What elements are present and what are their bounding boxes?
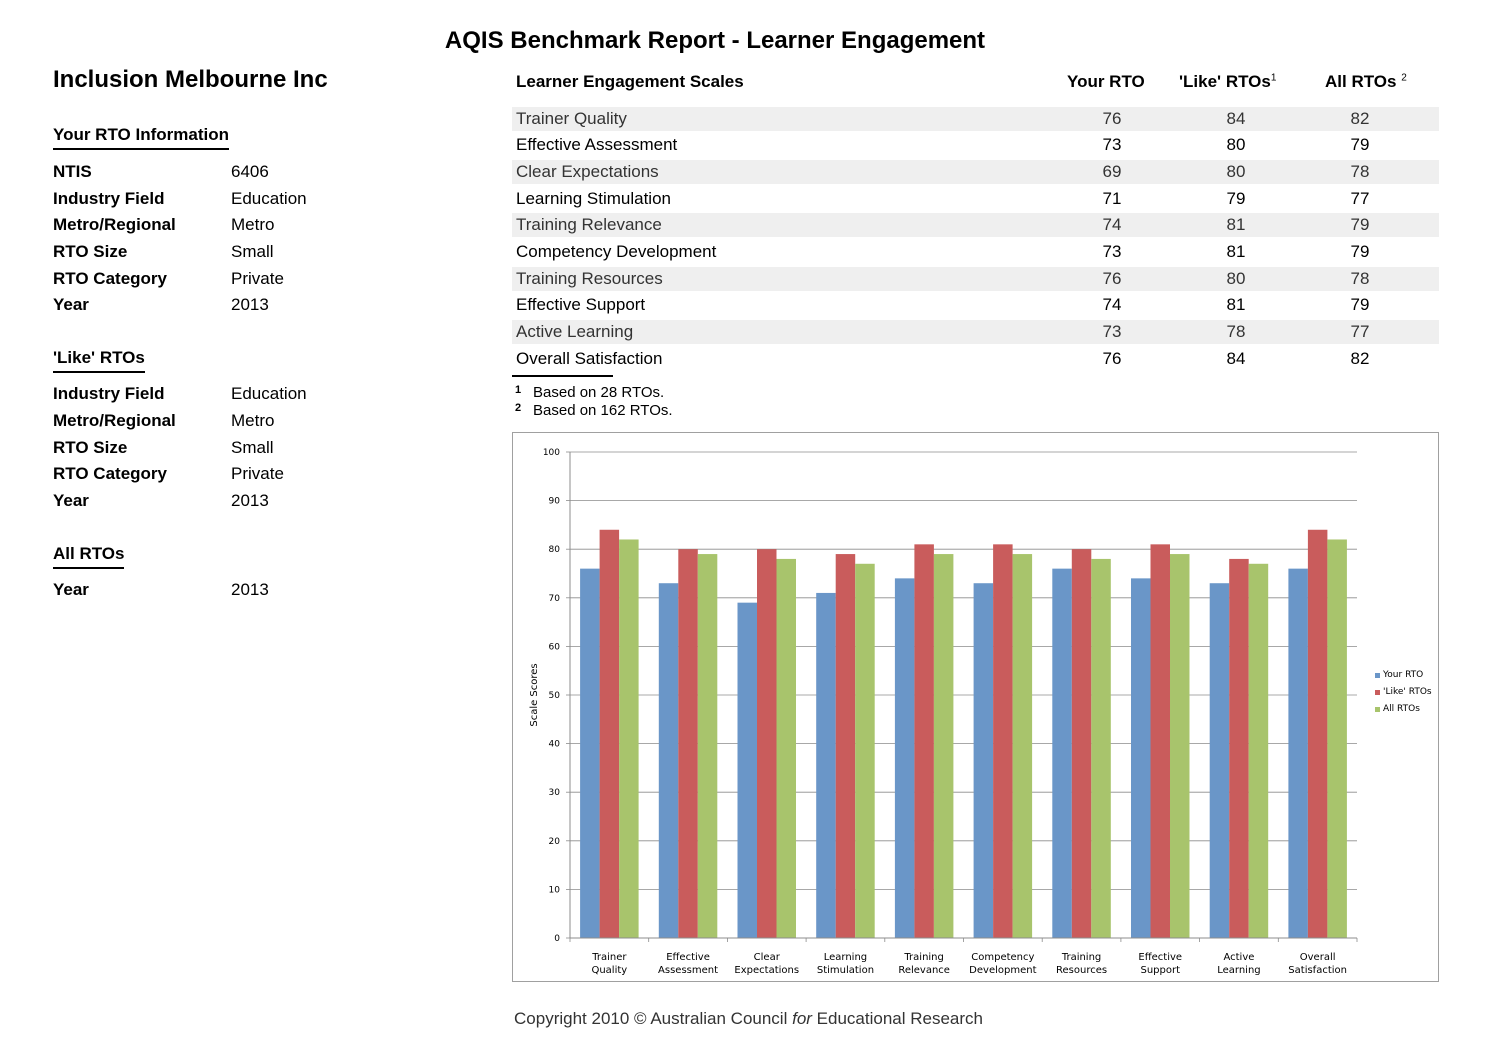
info-label: Year	[53, 295, 89, 314]
table-row	[512, 213, 1439, 237]
table-row	[512, 347, 1439, 371]
table-row	[512, 107, 1439, 131]
table-header-all-rtos	[1325, 72, 1407, 92]
like-rtos-score: 80	[1226, 135, 1246, 154]
info-label: Metro/Regional	[53, 411, 176, 430]
y-tick-label: 80	[548, 545, 560, 556]
info-value: Education	[231, 189, 307, 208]
table-row	[512, 160, 1439, 184]
copyright-emphasis: for	[792, 1009, 812, 1028]
y-tick-label: 70	[548, 593, 560, 604]
copyright-text: Educational Research	[811, 1009, 983, 1028]
x-tick-label: Trainer	[592, 952, 627, 963]
info-label: RTO Category	[53, 269, 167, 288]
bar	[816, 593, 836, 938]
info-value: Metro	[231, 215, 275, 234]
copyright-text: Copyright 2010 © Australian Council	[514, 1009, 793, 1028]
bar	[777, 559, 797, 938]
info-label: NTIS	[53, 162, 92, 181]
benchmark-bar-chart	[512, 432, 1439, 982]
legend-swatch	[1375, 690, 1380, 695]
info-label: Year	[53, 580, 89, 599]
like-rtos-heading: 'Like' RTOs	[53, 348, 145, 373]
info-value: Private	[231, 269, 284, 288]
legend-swatch	[1375, 707, 1380, 712]
bar	[1013, 554, 1033, 938]
bar	[1170, 554, 1190, 938]
x-tick-label: Active	[1223, 952, 1255, 963]
info-label: Year	[53, 491, 89, 510]
bar	[974, 583, 994, 938]
legend-label: 'Like' RTOs	[1383, 687, 1432, 697]
y-tick-label: 30	[548, 788, 560, 799]
table-header-your-rto: Your RTO	[1067, 72, 1145, 91]
bar	[1091, 559, 1111, 938]
y-tick-label: 90	[548, 496, 560, 507]
footnote-text: Based on 162 RTOs.	[533, 402, 673, 419]
table-header-scale: Learner Engagement Scales	[516, 72, 744, 91]
bar	[659, 583, 679, 938]
table-row	[512, 187, 1439, 211]
footnote-mark: 2	[515, 402, 522, 414]
your-rto-score: 73	[1102, 135, 1122, 154]
copyright-notice	[0, 1009, 1497, 1029]
x-tick-label: Stimulation	[816, 965, 875, 976]
bar	[757, 549, 777, 938]
bar	[1327, 539, 1347, 938]
bar	[1210, 583, 1230, 938]
table-header-like-rtos	[1179, 72, 1276, 92]
footnote	[515, 402, 673, 419]
all-rtos-score: 79	[1350, 215, 1370, 234]
organisation-name: Inclusion Melbourne Inc	[53, 66, 328, 93]
scale-name: Training Resources	[516, 269, 663, 288]
y-tick-label: 10	[548, 885, 560, 896]
footnote-mark: 2	[1401, 72, 1407, 84]
scale-name: Effective Assessment	[516, 135, 678, 154]
scale-name: Active Learning	[516, 322, 634, 341]
info-label: RTO Category	[53, 464, 167, 483]
bar	[580, 569, 600, 938]
like-rtos-score: 81	[1226, 215, 1246, 234]
scale-name: Clear Expectations	[516, 162, 659, 181]
info-value: Metro	[231, 411, 275, 430]
all-rtos-score: 78	[1350, 269, 1370, 288]
y-axis-label: Scale Scores	[529, 663, 540, 727]
scale-name: Training Relevance	[516, 215, 662, 234]
your-rto-score: 73	[1102, 242, 1122, 261]
all-rtos-score: 77	[1350, 322, 1370, 341]
bar	[836, 554, 856, 938]
info-value: Private	[231, 464, 284, 483]
info-label: RTO Size	[53, 242, 128, 261]
like-rtos-score: 78	[1226, 322, 1246, 341]
info-value: Education	[231, 384, 307, 403]
like-rtos-score: 84	[1226, 349, 1246, 368]
bar	[993, 544, 1013, 938]
all-rtos-score: 82	[1350, 109, 1370, 128]
your-rto-score: 71	[1102, 189, 1122, 208]
like-rtos-score: 81	[1226, 242, 1246, 261]
bar	[914, 544, 934, 938]
your-rto-score: 69	[1102, 162, 1122, 181]
y-tick-label: 60	[548, 642, 560, 653]
x-tick-label: Training	[1061, 952, 1102, 963]
x-tick-label: Support	[1140, 965, 1181, 976]
x-tick-label: Assessment	[658, 965, 719, 976]
info-label: Industry Field	[53, 384, 165, 403]
all-rtos-score: 82	[1350, 349, 1370, 368]
like-rtos-score: 84	[1226, 109, 1246, 128]
x-tick-label: Expectations	[734, 965, 800, 976]
x-tick-label: Competency	[971, 952, 1035, 963]
info-value: 2013	[231, 580, 269, 599]
x-tick-label: Development	[969, 965, 1037, 976]
bar	[738, 603, 758, 938]
your-rto-score: 76	[1102, 109, 1122, 128]
bar	[1131, 578, 1151, 938]
footnote	[515, 384, 664, 401]
bar	[600, 530, 620, 938]
legend-label: Your RTO	[1383, 670, 1424, 680]
table-divider	[512, 375, 613, 377]
report-title: AQIS Benchmark Report - Learner Engagement	[444, 27, 986, 54]
like-rtos-score: 81	[1226, 295, 1246, 314]
info-value: Small	[231, 242, 274, 261]
scale-name: Competency Development	[516, 242, 717, 261]
all-rtos-score: 79	[1350, 295, 1370, 314]
x-tick-label: Overall	[1299, 952, 1336, 963]
your-rto-score: 73	[1102, 322, 1122, 341]
bar	[895, 578, 915, 938]
your-rto-heading: Your RTO Information	[53, 125, 229, 150]
info-label: Metro/Regional	[53, 215, 176, 234]
like-rtos-score: 80	[1226, 269, 1246, 288]
legend-label: All RTOs	[1383, 704, 1420, 714]
scale-name: Overall Satisfaction	[516, 349, 663, 368]
your-rto-score: 74	[1102, 295, 1122, 314]
x-tick-label: Relevance	[898, 965, 950, 976]
all-rtos-score: 77	[1350, 189, 1370, 208]
your-rto-score: 74	[1102, 215, 1122, 234]
your-rto-score: 76	[1102, 349, 1122, 368]
table-row	[512, 133, 1439, 157]
x-tick-label: Learning	[823, 952, 868, 963]
bar	[1052, 569, 1072, 938]
x-tick-label: Effective	[666, 952, 710, 963]
bar	[678, 549, 698, 938]
bar	[934, 554, 954, 938]
bar	[619, 539, 639, 938]
scale-name: Trainer Quality	[516, 109, 627, 128]
scale-name: Learning Stimulation	[516, 189, 671, 208]
footnote-text: Based on 28 RTOs.	[533, 384, 665, 401]
bar	[1308, 530, 1328, 938]
x-tick-label: Training	[904, 952, 944, 963]
like-rtos-score: 79	[1226, 189, 1246, 208]
x-tick-label: Resources	[1056, 965, 1108, 976]
table-row	[512, 240, 1439, 264]
bar	[1288, 569, 1308, 938]
footnote-mark: 1	[515, 384, 522, 396]
info-value: 2013	[231, 491, 269, 510]
chart-canvas	[513, 433, 1438, 981]
info-value: Small	[231, 438, 274, 457]
bar	[1151, 544, 1171, 938]
y-tick-label: 100	[542, 448, 560, 458]
y-tick-label: 40	[548, 739, 560, 750]
x-tick-label: Clear	[753, 952, 780, 963]
y-tick-label: 50	[548, 691, 560, 701]
footnote-mark: 1	[1270, 72, 1277, 84]
x-tick-label: Satisfaction	[1288, 965, 1347, 976]
x-tick-label: Effective	[1138, 952, 1183, 963]
bar	[698, 554, 718, 938]
y-tick-label: 20	[548, 836, 560, 847]
bar	[1072, 549, 1092, 938]
table-row	[512, 320, 1439, 344]
like-rtos-score: 80	[1226, 162, 1246, 181]
all-rtos-score: 79	[1350, 242, 1370, 261]
x-tick-label: Learning	[1217, 965, 1261, 976]
y-tick-label: 0	[554, 934, 560, 944]
info-label: RTO Size	[53, 438, 128, 457]
info-value: 2013	[231, 295, 269, 314]
scale-name: Effective Support	[516, 295, 646, 314]
x-tick-label: Quality	[591, 965, 628, 976]
bar	[1249, 564, 1269, 938]
legend-swatch	[1375, 673, 1380, 678]
table-row	[512, 293, 1439, 317]
all-rtos-score: 79	[1350, 135, 1370, 154]
all-rtos-header-label: All RTOs	[1325, 72, 1397, 91]
like-rtos-header-label: 'Like' RTOs	[1179, 72, 1271, 91]
info-label: Industry Field	[53, 189, 165, 208]
your-rto-score: 76	[1102, 269, 1122, 288]
table-row	[512, 267, 1439, 291]
bar	[1229, 559, 1249, 938]
all-rtos-heading: All RTOs	[53, 544, 124, 569]
all-rtos-score: 78	[1350, 162, 1370, 181]
bar	[855, 564, 875, 938]
info-value: 6406	[231, 162, 269, 181]
